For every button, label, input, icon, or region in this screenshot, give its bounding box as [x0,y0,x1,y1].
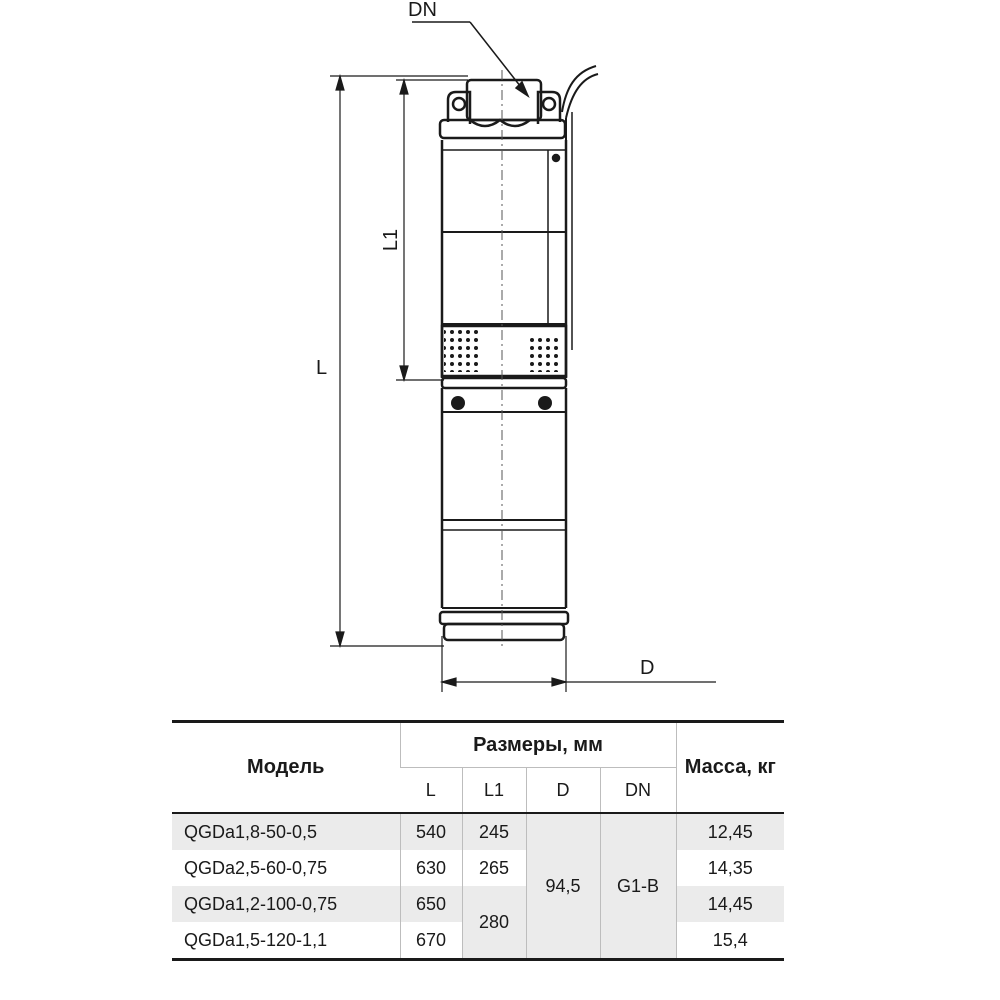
header-dimensions: Размеры, мм [400,722,676,768]
cell-l: 670 [400,922,462,960]
cell-model: QGDa1,5-120-1,1 [184,929,328,950]
subheader-d: D [526,768,600,814]
cell-mass: 14,45 [676,886,784,922]
cell-l: 650 [400,886,462,922]
motor-body [440,378,568,640]
cell-mass: 14,35 [676,850,784,886]
cell-l: 540 [400,813,462,850]
subheader-l: L [400,768,462,814]
cell-d-merged: 94,5 [526,813,600,960]
cell-l1: 265 [462,850,526,886]
cell-model: QGDa2,5-60-0,75 [184,857,328,878]
cell-dn-merged: G1-B [600,813,676,960]
mount-hole-right [538,396,552,410]
header-mass: Масса, кг [676,722,784,814]
dn-leader [412,22,528,96]
cell-mass: 15,4 [676,922,784,960]
power-cable [562,66,596,112]
cell-model: QGDa1,2-100-0,75 [172,886,400,922]
label-dn: DN [408,0,437,21]
table-row [172,813,784,850]
cell-l1-merged: 280 [462,886,526,960]
cell-l1: 245 [462,813,526,850]
label-l1: L1 [380,228,402,252]
outlet-head [440,80,565,138]
intake-screen [444,328,480,372]
cell-mass: 12,45 [676,813,784,850]
label-d: D [640,657,655,679]
cell-model: QGDa1,8-50-0,5 [172,813,400,850]
label-l: L [316,357,328,379]
table-row [172,886,784,922]
mount-hole-left [451,396,465,410]
cell-l: 630 [400,850,462,886]
spec-table [172,720,784,961]
table-row [172,850,784,886]
dim-d [442,636,716,692]
subheader-dn: DN [600,768,676,814]
header-model: Модель [247,756,325,778]
subheader-l1: L1 [462,768,526,814]
